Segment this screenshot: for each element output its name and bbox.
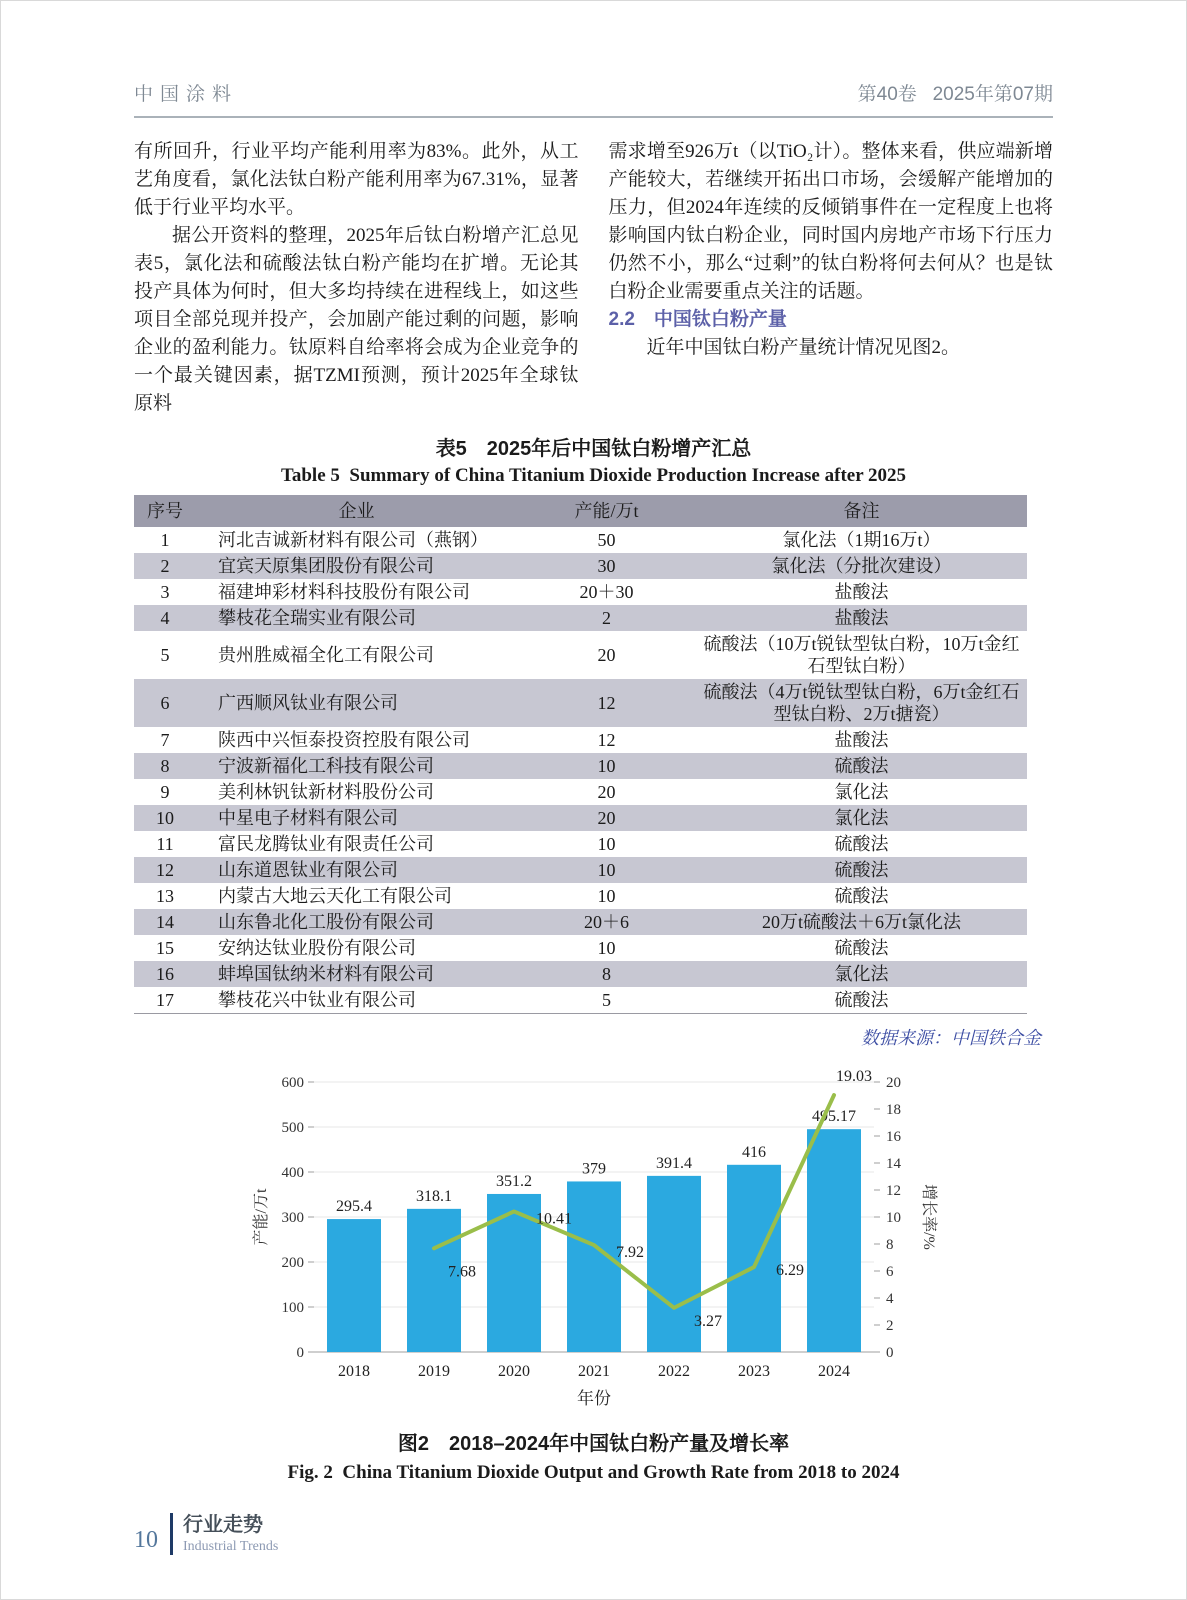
figure-chart: [244, 1064, 944, 1415]
svg-text:2024: 2024: [817, 1363, 850, 1380]
table-cell: 5: [517, 987, 696, 1014]
svg-text:318.1: 318.1: [415, 1187, 452, 1205]
table-cell: 20＋6: [517, 909, 696, 935]
table-row: [134, 961, 1027, 987]
table-row: [134, 631, 1027, 679]
table-cell: 山东道恩钛业有限公司: [196, 857, 517, 883]
table-row: [134, 779, 1027, 805]
section-heading: 2.2 中国钛白粉产量: [608, 309, 787, 330]
table-cell: 7: [160, 730, 170, 750]
table-cell: 13: [156, 886, 174, 906]
footer-section-zh: 行业走势: [183, 1514, 263, 1536]
svg-text:495.17: 495.17: [811, 1108, 856, 1126]
svg-text:2019: 2019: [417, 1363, 450, 1380]
svg-text:20: 20: [885, 1075, 901, 1091]
svg-text:6: 6: [885, 1264, 893, 1280]
paragraph: 据公开资料的整理，2025年后钛白粉增产汇总见表5，氯化法和硫酸法钛白粉产能均在扩增。无论其投产具体为何时，但大多均持续在进程线上，如这些项目全部兑现并投产，会加剧产能过剩的问题，影响企业的盈利能力。钛原料自给率将会成为企业竞争的一个最关键因素，据TZMI预测，预计2025年全球钛原料: [134, 225, 579, 414]
table-cell: 10: [134, 805, 196, 831]
svg-text:14: 14: [885, 1156, 901, 1172]
table-cell: 16: [134, 961, 196, 987]
table-cell: 50: [597, 530, 616, 550]
table-cell: 盐酸法: [834, 582, 889, 602]
svg-text:100: 100: [281, 1300, 304, 1316]
table-cell: 硫酸法: [834, 834, 889, 854]
running-head: [134, 79, 1053, 118]
table-header-cell: 备注: [696, 495, 1027, 527]
table-cell: 20: [517, 805, 696, 831]
table-row: [134, 857, 1027, 883]
table-row: [134, 679, 1027, 727]
table-cell: 10: [517, 753, 696, 779]
table-row: [134, 883, 1027, 909]
right-column: [609, 138, 1054, 418]
journal-title: 中国涂料: [134, 84, 239, 105]
table-cell: 河北吉诚新材料有限公司（燕钢）: [218, 530, 488, 550]
table-row: [134, 805, 1027, 831]
table-cell: 15: [156, 938, 174, 958]
table-cell: 5: [160, 645, 170, 665]
table-row: [134, 579, 1027, 605]
table-cell: 30: [517, 553, 696, 579]
footer-divider: [170, 1513, 173, 1555]
svg-text:600: 600: [281, 1075, 304, 1091]
svg-text:351.2: 351.2: [495, 1172, 532, 1190]
body-columns: [134, 138, 1053, 418]
table-cell: 硫酸法（10万t锐钛型钛白粉，10万t金红石型钛白粉）: [703, 634, 1020, 676]
table-cell: 8: [134, 753, 196, 779]
table-cell: 硫酸法: [696, 857, 1027, 883]
table-cell: 氯化法: [696, 805, 1027, 831]
table-cell: 盐酸法: [834, 730, 889, 750]
paragraph: 有所回升，行业平均产能利用率为83%。此外，从工艺角度看，氯化法钛白粉产能利用率为67.31%，显著低于行业平均水平。: [134, 141, 579, 218]
table-cell: 内蒙古大地云天化工有限公司: [218, 886, 452, 906]
table-cell: 硫酸法: [834, 938, 889, 958]
svg-text:300: 300: [281, 1210, 304, 1226]
svg-text:7.68: 7.68: [447, 1263, 476, 1281]
table-title-en: Table 5 Summary of China Titanium Dioxide Production Increase after 2025: [280, 465, 907, 486]
svg-text:2018: 2018: [337, 1363, 370, 1380]
table-cell: 4: [134, 605, 196, 631]
table-cell: 硫酸法: [696, 753, 1027, 779]
svg-text:500: 500: [281, 1120, 304, 1136]
table-body: [134, 527, 1027, 1014]
svg-text:0: 0: [885, 1345, 893, 1361]
svg-text:7.92: 7.92: [615, 1244, 644, 1262]
table-cell: 11: [156, 834, 174, 854]
table-cell: 美利林钒钛新材料股份公司: [218, 782, 434, 802]
svg-text:295.4: 295.4: [335, 1198, 372, 1216]
table-cell: 安纳达钛业股份有限公司: [218, 938, 416, 958]
table-cell: 中星电子材料有限公司: [196, 805, 517, 831]
table-cell: 宜宾天原集团股份有限公司: [196, 553, 517, 579]
table-cell: 3: [160, 582, 170, 602]
table-row: [134, 727, 1027, 753]
svg-text:8: 8: [885, 1237, 893, 1253]
table-header-cell: 序号: [134, 495, 196, 527]
table-cell: 氯化法（1期16万t）: [782, 530, 941, 550]
table-cell: 氯化法: [696, 961, 1027, 987]
output-growth-chart: [244, 1064, 944, 1410]
table-cell: 20: [597, 645, 616, 665]
data-source-note: 数据来源：中国铁合金: [861, 1028, 1041, 1048]
table-cell: 8: [517, 961, 696, 987]
svg-text:2022: 2022: [657, 1363, 690, 1380]
table-cell: 盐酸法: [696, 605, 1027, 631]
x-axis-label: 年份: [576, 1389, 611, 1408]
table-cell: 氯化法: [834, 782, 889, 802]
table-row: [134, 605, 1027, 631]
table-cell: 12: [597, 730, 616, 750]
table-header-cell: 企业: [196, 495, 517, 527]
svg-text:19.03: 19.03: [835, 1068, 872, 1086]
table-cell: 富民龙腾钛业有限责任公司: [218, 834, 434, 854]
production-table: [134, 495, 1027, 1014]
table-cell: 20＋30: [579, 582, 634, 602]
table-row: [134, 553, 1027, 579]
table-cell: 陕西中兴恒泰投资控股有限公司: [218, 730, 470, 750]
table-cell: 9: [160, 782, 170, 802]
table-cell: 山东鲁北化工股份有限公司: [196, 909, 517, 935]
table-header-row: [134, 495, 1027, 527]
svg-text:16: 16: [885, 1129, 901, 1145]
paragraph: 需求增至926万t（以TiO₂计）。整体来看，供应端新增产能较大，若继续开拓出口市场，会缓解产能增加的压力，但2024年连续的反倾销事件在一定程度上也将影响国内钛白粉企业，同时国内房地产市场下行压力仍然不小，那么“过剩”的钛白粉将何去何从？也是钛白粉企业需要重点关注的话题。: [608, 141, 1053, 302]
left-axis-label: 产能/万t: [252, 1188, 270, 1246]
table-header-cell: 产能/万t: [517, 495, 696, 527]
svg-text:2020: 2020: [497, 1363, 530, 1380]
table-cell: 广西顺风钛业有限公司: [196, 679, 517, 727]
table-title-zh: 表5 2025年后中国钛白粉增产汇总: [435, 438, 752, 460]
table-cell: 贵州胜威福全化工有限公司: [218, 645, 434, 665]
table-cell: 6: [134, 679, 196, 727]
svg-text:200: 200: [281, 1255, 304, 1271]
table-cell: 硫酸法: [696, 987, 1027, 1014]
table-cell: 1: [160, 530, 170, 550]
svg-text:391.4: 391.4: [655, 1154, 692, 1172]
svg-text:10: 10: [885, 1210, 901, 1226]
svg-text:416: 416: [741, 1143, 766, 1161]
svg-text:379: 379: [581, 1160, 606, 1178]
table-cell: 10: [597, 938, 616, 958]
table-cell: 17: [134, 987, 196, 1014]
svg-text:2021: 2021: [577, 1363, 610, 1380]
table-cell: 10: [597, 886, 616, 906]
page-footer: [134, 1513, 278, 1555]
footer-section: [183, 1513, 278, 1555]
table-cell: 10: [517, 857, 696, 883]
svg-text:3.27: 3.27: [693, 1312, 722, 1330]
svg-text:10.41: 10.41: [535, 1210, 572, 1228]
table-cell: 攀枝花兴中钛业有限公司: [196, 987, 517, 1014]
table-row: [134, 935, 1027, 961]
table-row: [134, 527, 1027, 553]
table-cell: 2: [517, 605, 696, 631]
table-row: [134, 831, 1027, 857]
table-row: [134, 753, 1027, 779]
table-cell: 2: [134, 553, 196, 579]
svg-text:6.29: 6.29: [775, 1262, 804, 1280]
table-cell: 10: [597, 834, 616, 854]
figure-caption-zh: 图2 2018–2024年中国钛白粉产量及增长率: [397, 1433, 790, 1455]
table-row: [134, 909, 1027, 935]
volume-issue: 第40卷 2025年第07期: [857, 84, 1053, 105]
table-cell: 20: [597, 782, 616, 802]
paragraph: 近年中国钛白粉产量统计情况见图2。: [646, 337, 961, 358]
table-cell: 福建坤彩材料科技股份有限公司: [218, 582, 470, 602]
figure-caption-en: Fig. 2 China Titanium Dioxide Output and Growth Rate from 2018 to 2024: [287, 1462, 900, 1483]
table-cell: 蚌埠国钛纳米材料有限公司: [196, 961, 517, 987]
table-cell: 12: [517, 679, 696, 727]
bar-series: [327, 1108, 861, 1352]
page-number: 10: [134, 1527, 158, 1553]
svg-text:4: 4: [885, 1291, 893, 1307]
table-cell: 攀枝花全瑞实业有限公司: [196, 605, 517, 631]
table-cell: 氯化法（分批次建设）: [696, 553, 1027, 579]
table-row: [134, 987, 1027, 1014]
table-cell: 14: [134, 909, 196, 935]
table-cell: 宁波新福化工科技有限公司: [196, 753, 517, 779]
table-cell: 20万t硫酸法＋6万t氯化法: [696, 909, 1027, 935]
table-cell: 硫酸法（4万t锐钛型钛白粉，6万t金红石型钛白粉、2万t搪瓷）: [696, 679, 1027, 727]
svg-text:2023: 2023: [737, 1363, 770, 1380]
svg-text:400: 400: [281, 1165, 304, 1181]
svg-text:2: 2: [885, 1318, 893, 1334]
table-cell: 12: [134, 857, 196, 883]
svg-text:18: 18: [885, 1102, 901, 1118]
svg-text:12: 12: [885, 1183, 901, 1199]
footer-section-en: Industrial Trends: [183, 1539, 279, 1554]
table-cell: 硫酸法: [834, 886, 889, 906]
left-column: [134, 138, 579, 418]
svg-text:0: 0: [296, 1345, 304, 1361]
right-axis-label: 增长率/%: [919, 1184, 937, 1250]
